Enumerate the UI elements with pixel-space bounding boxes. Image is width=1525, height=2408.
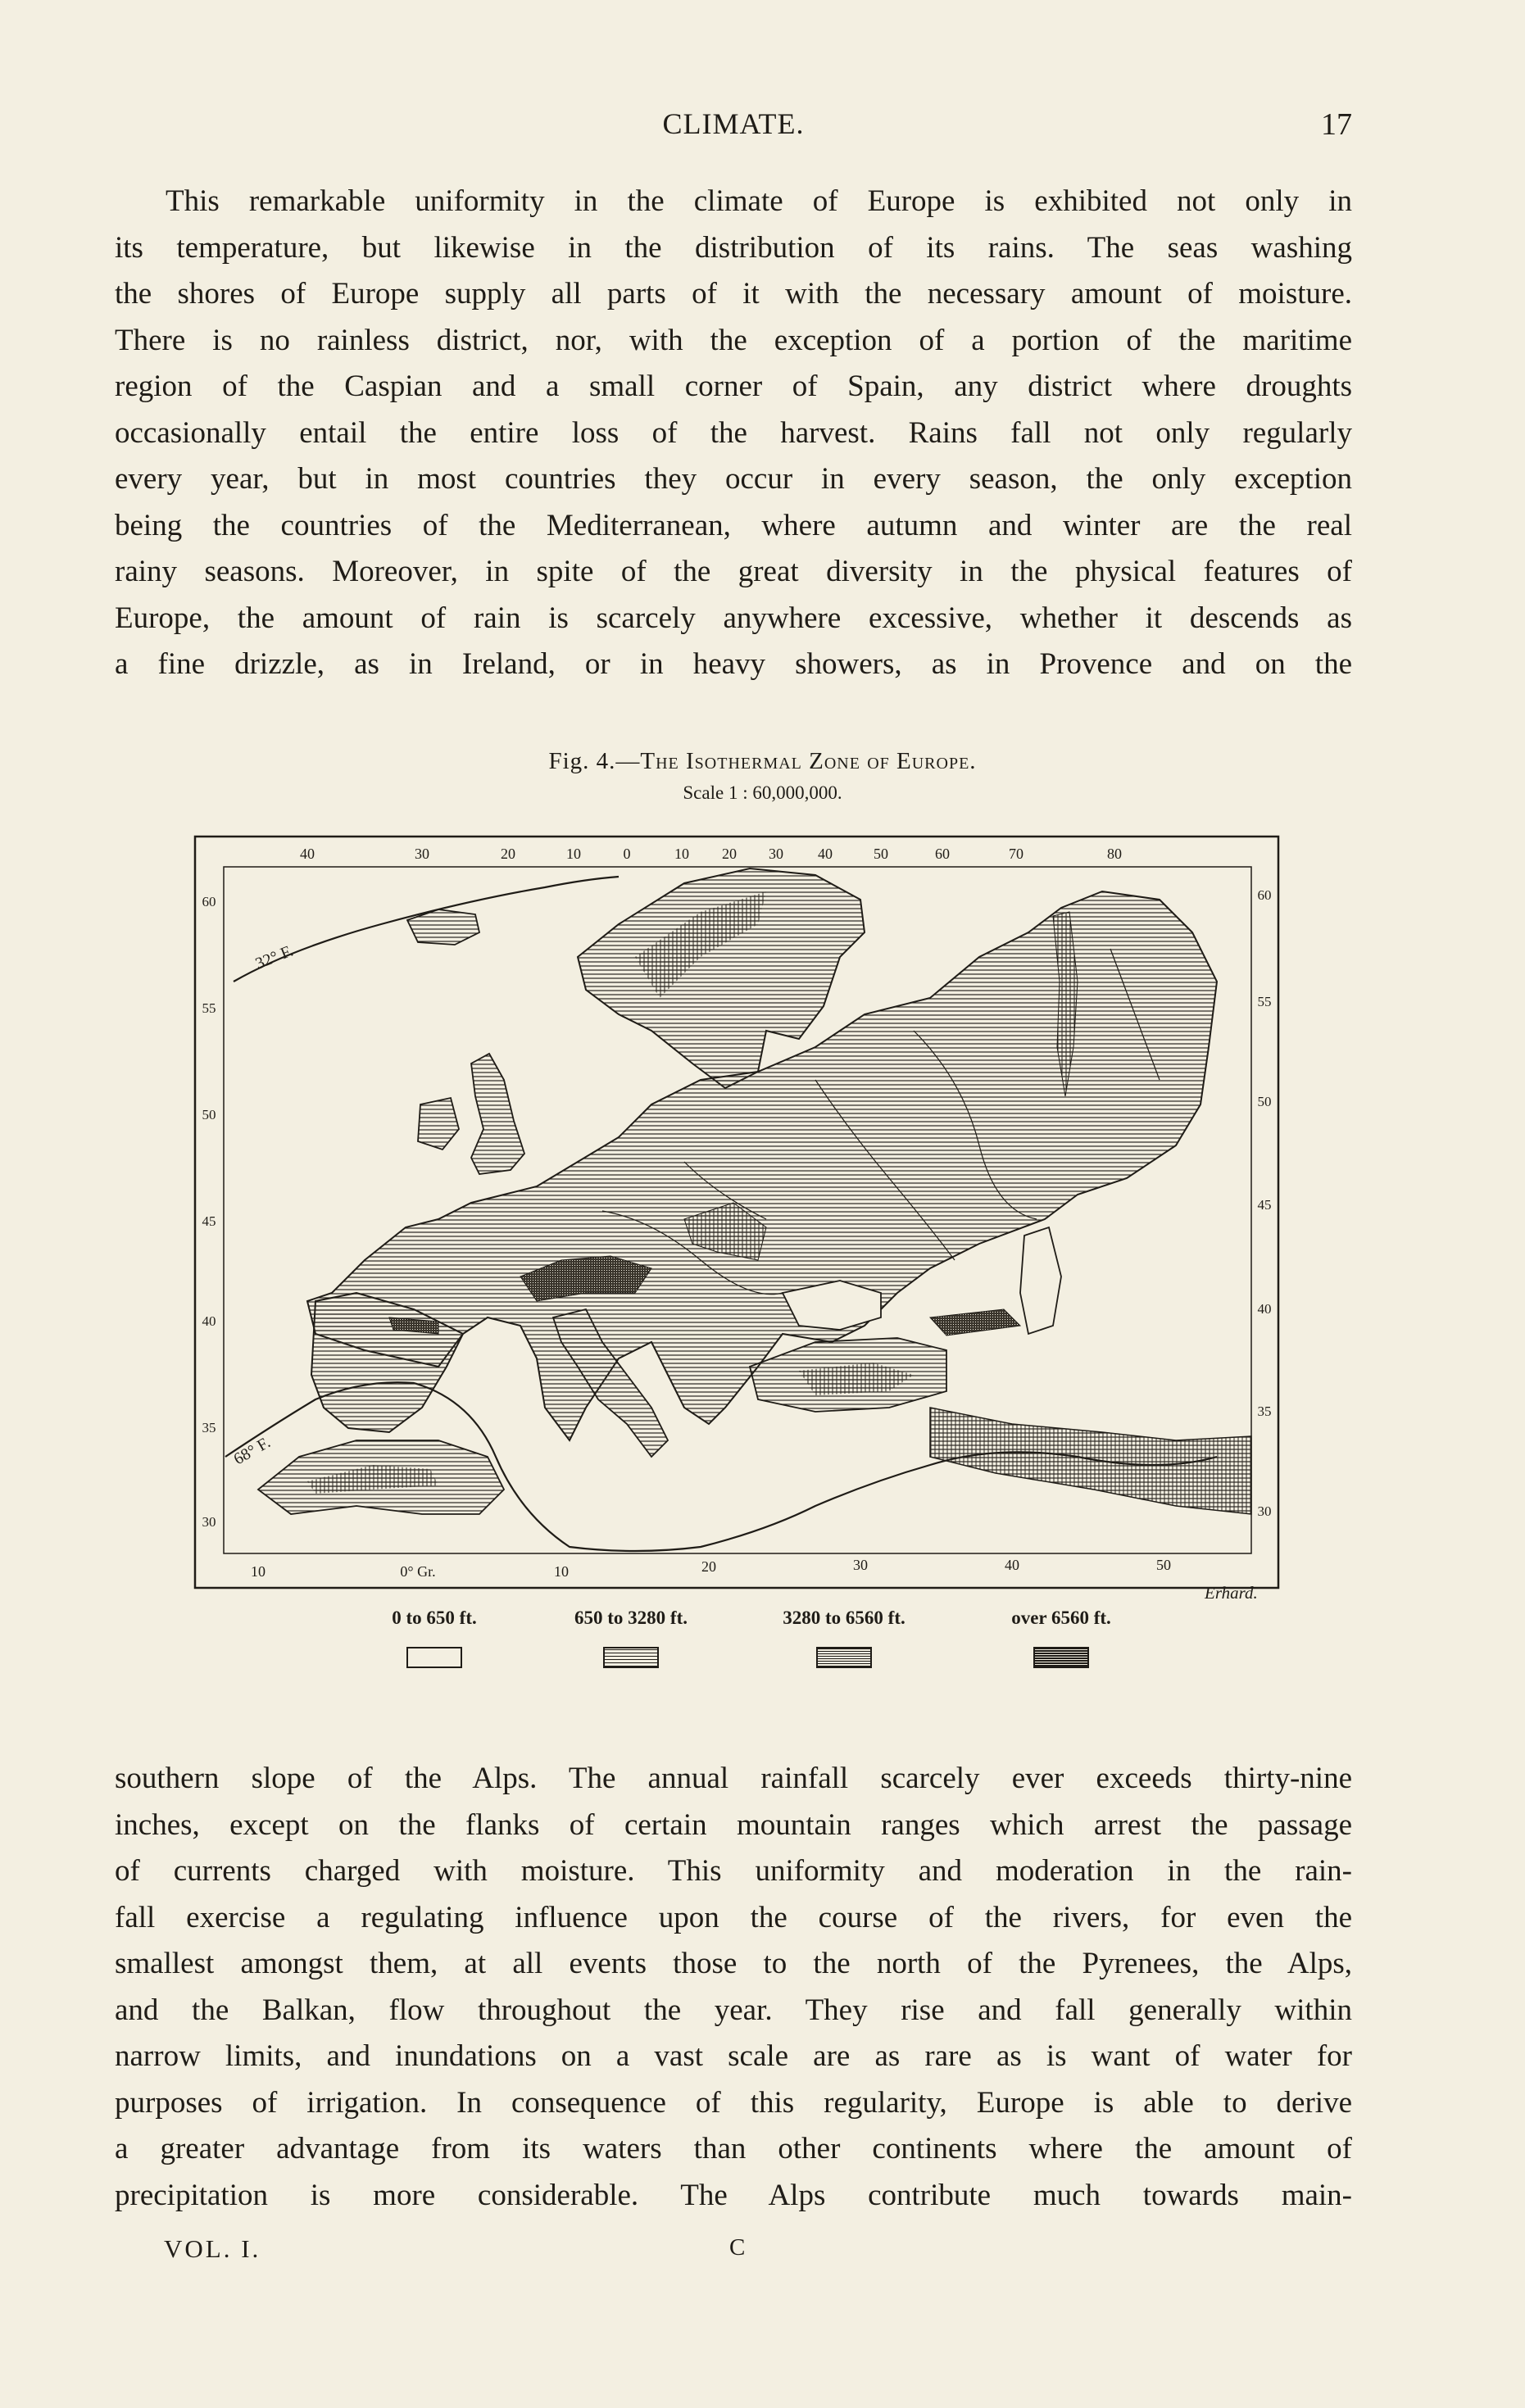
- text-line: every year, but in most countries they occur in every season, the only exception: [115, 462, 1352, 496]
- footer-volume: VOL. I.: [164, 2234, 261, 2263]
- tick-label: 30: [415, 846, 429, 862]
- legend-item-mountains: [721, 1608, 967, 1668]
- tick-label: 55: [202, 1000, 216, 1016]
- tick-label: 10: [674, 846, 689, 862]
- text-line: This remarkable uniformity in the climate of Europe is exhibited not only in: [166, 184, 1352, 218]
- legend-label: 0 to 650 ft.: [392, 1608, 477, 1628]
- tick-label: 50: [1156, 1557, 1171, 1573]
- tick-label: 45: [1257, 1197, 1272, 1213]
- left-axis: [202, 894, 216, 1530]
- map-credit: Erhard.: [1205, 1583, 1258, 1603]
- text-line: and the Balkan, flow throughout the year. They rise and fall generally within: [115, 1993, 1352, 2027]
- tick-label: 30: [202, 1514, 216, 1530]
- tick-label: 10: [251, 1563, 266, 1580]
- tick-label: 30: [769, 846, 783, 862]
- tick-label: 80: [1107, 846, 1122, 862]
- tick-label: 20: [722, 846, 737, 862]
- tick-label: 50: [874, 846, 888, 862]
- text-line: a fine drizzle, as in Ireland, or in heavy showers, as in Provence and on the: [115, 647, 1352, 681]
- caucasus-range: [930, 1309, 1020, 1336]
- body-paragraph-top: [115, 179, 1352, 688]
- tick-label: 40: [300, 846, 315, 862]
- tick-label: 20: [701, 1558, 716, 1575]
- tick-label: 0° Gr.: [400, 1563, 436, 1580]
- tick-label: 40: [1257, 1301, 1272, 1317]
- tick-label: 10: [566, 846, 581, 862]
- text-line: purposes of irrigation. In consequence of this regularity, Europe is able to derive: [115, 2085, 1352, 2120]
- tick-label: 20: [501, 846, 515, 862]
- legend-item-high-mountains: [938, 1608, 1184, 1668]
- tick-label: 0: [623, 846, 631, 862]
- text-line: southern slope of the Alps. The annual rainfall scarcely ever exceeds thirty-nine: [115, 1762, 1352, 1795]
- running-head: [115, 107, 1352, 147]
- tick-label: 40: [818, 846, 833, 862]
- legend-item-hills: [508, 1608, 754, 1668]
- footer-signature: C: [729, 2234, 746, 2261]
- right-axis: [1258, 887, 1272, 1519]
- text-line: its temperature, but likewise in the distribution of its rains. The seas washing: [115, 230, 1352, 265]
- isothermal-map: [193, 834, 1282, 1606]
- body-paragraph-bottom: [115, 1756, 1352, 2219]
- tick-label: 60: [1257, 887, 1272, 903]
- bottom-axis: [251, 1557, 1171, 1580]
- isotherm-north-label: 32° F.: [252, 941, 296, 973]
- text-line: the shores of Europe supply all parts of it with the necessary amount of moisture.: [115, 277, 1352, 311]
- tick-label: 10: [554, 1563, 569, 1580]
- isotherm-south-label: 68° F.: [230, 1433, 274, 1469]
- text-line: inches, except on the flanks of certain mountain ranges which arrest the passage: [115, 1807, 1352, 1842]
- tick-label: 40: [202, 1313, 216, 1329]
- figure-caption: [0, 748, 1525, 775]
- cross-hatched-pattern-swatch: [816, 1647, 872, 1668]
- text-line: There is no rainless district, nor, with the exception of a portion of the maritime: [115, 323, 1352, 357]
- ireland-landmass: [418, 1098, 459, 1150]
- tick-label: 30: [1257, 1503, 1272, 1519]
- text-line: occasionally entail the entire loss of the harvest. Rains fall not only regularly: [115, 415, 1352, 450]
- caspian-sea: [1020, 1227, 1061, 1334]
- tick-label: 50: [202, 1107, 216, 1122]
- tick-label: 50: [1257, 1094, 1272, 1109]
- figure-title: The Isothermal Zone of Europe.: [640, 748, 977, 774]
- tick-label: 40: [1005, 1557, 1019, 1573]
- tick-label: 35: [1257, 1404, 1272, 1419]
- figure-number: Fig. 4.—: [548, 748, 641, 774]
- legend-label: 650 to 3280 ft.: [574, 1608, 688, 1628]
- blank-pattern-swatch: [406, 1647, 462, 1668]
- text-line: fall exercise a regulating influence upon the course of the rivers, for even the: [115, 1900, 1352, 1934]
- tick-label: 45: [202, 1213, 216, 1229]
- tick-label: 30: [853, 1557, 868, 1573]
- figure-scale: Scale 1 : 60,000,000.: [683, 782, 842, 803]
- text-line: smallest amongst them, at all events those to the north of the Pyrenees, the Alps,: [115, 1947, 1352, 1980]
- hatched-pattern-swatch: [603, 1647, 659, 1668]
- text-line: Europe, the amount of rain is scarcely anywhere excessive, whether it descends as: [115, 601, 1352, 635]
- tick-label: 70: [1009, 846, 1023, 862]
- great-britain-landmass: [471, 1054, 524, 1174]
- tick-label: 60: [202, 894, 216, 909]
- text-line: precipitation is more considerable. The Alps contribute much towards main-: [115, 2178, 1352, 2212]
- text-line: narrow limits, and inundations on a vast scale are as rare as is want of water for: [115, 2039, 1352, 2073]
- legend-label: over 6560 ft.: [1011, 1608, 1111, 1628]
- dense-pattern-swatch: [1033, 1647, 1089, 1668]
- text-line: of currents charged with moisture. This uniformity and moderation in the rain-: [115, 1854, 1352, 1888]
- text-line: region of the Caspian and a small corner of Spain, any district where droughts: [115, 370, 1352, 403]
- text-line: being the countries of the Mediterranean, where autumn and winter are the real: [115, 508, 1352, 542]
- running-title: CLIMATE.: [662, 107, 805, 140]
- text-line: a greater advantage from its waters than other continents where the amount of: [115, 2132, 1352, 2165]
- tick-label: 35: [202, 1420, 216, 1435]
- top-axis: [300, 846, 1122, 862]
- tick-label: 55: [1257, 994, 1272, 1009]
- tick-label: 60: [935, 846, 950, 862]
- text-line: rainy seasons. Moreover, in spite of the great diversity in the physical features of: [115, 555, 1352, 588]
- page-number: 17: [1321, 107, 1352, 142]
- legend-label: 3280 to 6560 ft.: [783, 1608, 905, 1628]
